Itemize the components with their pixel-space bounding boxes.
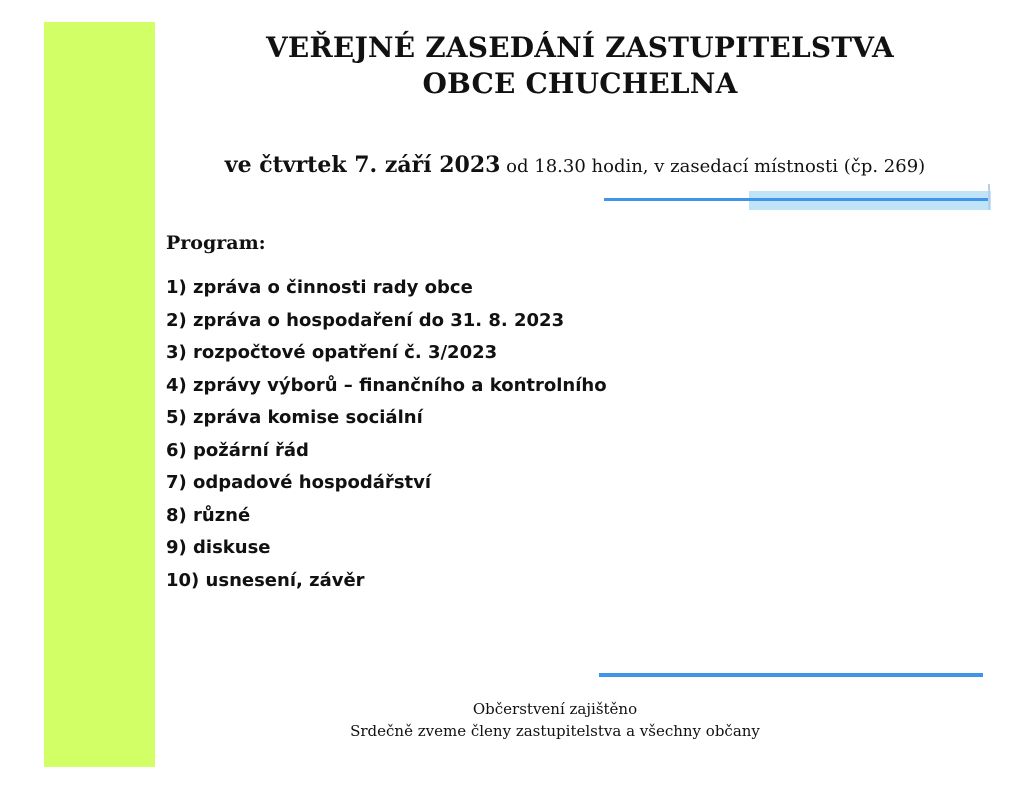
- agenda-item: 5) zpráva komise sociální: [166, 407, 423, 428]
- agenda-item: 9) diskuse: [166, 537, 271, 558]
- agenda-list: [166, 274, 607, 599]
- meeting-date-line: [160, 152, 990, 178]
- decorative-green-bar: [44, 22, 155, 767]
- top-divider-line: [604, 198, 990, 201]
- agenda-item: 1) zpráva o činnosti rady obce: [166, 277, 473, 298]
- top-rule-tick: [988, 184, 990, 210]
- agenda-item: 2) zpráva o hospodaření do 31. 8. 2023: [166, 309, 565, 331]
- agenda-item: 8) různé: [166, 504, 251, 526]
- agenda-item: 7) odpadové hospodářství: [166, 472, 432, 493]
- footer: [330, 698, 780, 742]
- title-line-1: VEŘEJNÉ ZASEDÁNÍ ZASTUPITELSTVA: [266, 31, 894, 64]
- meeting-day: ve čtvrtek 7. září 2023: [224, 152, 501, 178]
- meeting-details: od 18.30 hodin, v zasedací místnosti (čp. 269): [500, 156, 926, 177]
- agenda-item: 3) rozpočtové opatření č. 3/2023: [166, 342, 498, 363]
- title-line-2: OBCE CHUCHELNA: [422, 67, 738, 100]
- agenda-item: 6) požární řád: [166, 439, 309, 461]
- bottom-divider-line: [599, 673, 983, 677]
- agenda-item: 10) usnesení, závěr: [166, 569, 365, 591]
- footer-refreshments: Občerstvení zajištěno: [472, 700, 638, 718]
- page-title: [180, 30, 980, 102]
- program-heading: Program:: [166, 232, 266, 254]
- agenda-item: 4) zprávy výborů – finančního a kontrolního: [166, 374, 607, 396]
- footer-invitation: Srdečně zveme členy zastupitelstva a všechny občany: [350, 722, 760, 740]
